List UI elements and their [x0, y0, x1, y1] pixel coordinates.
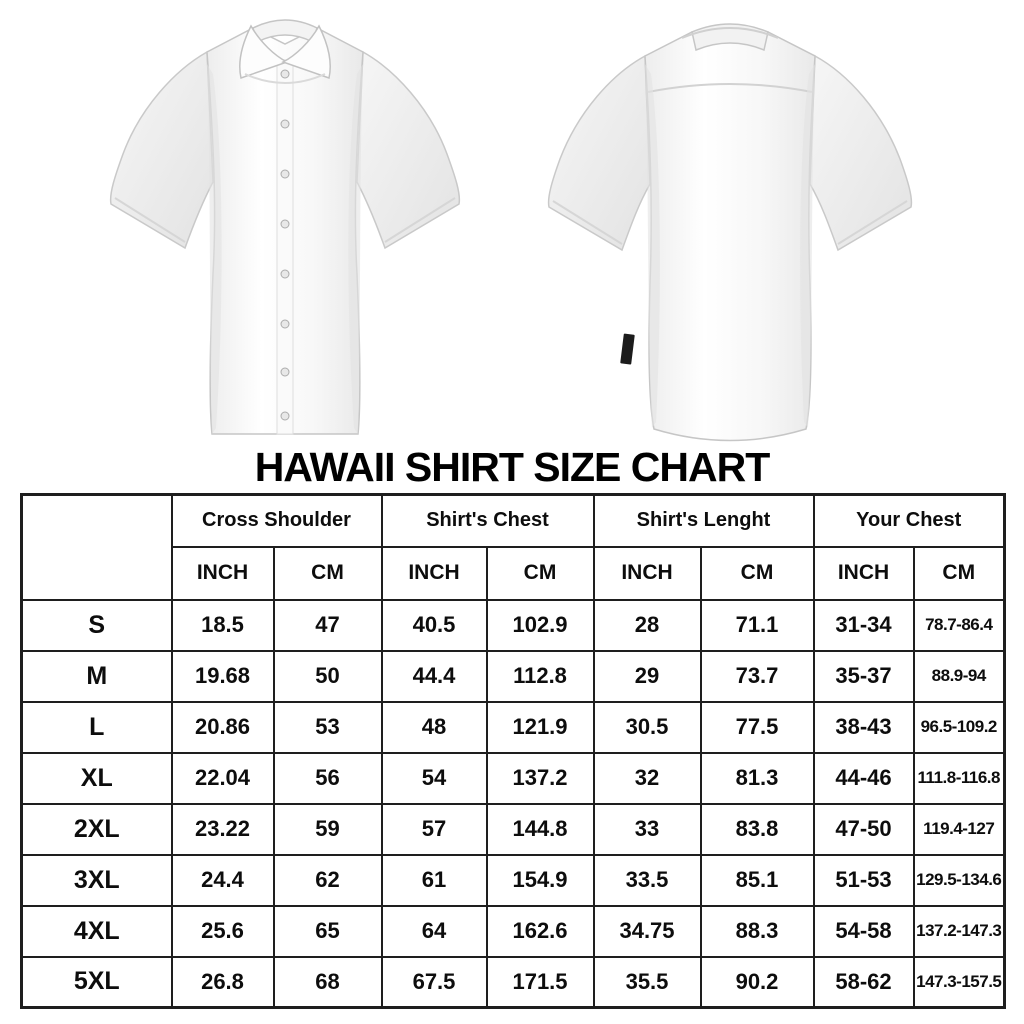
- cm-cell: 88.3: [701, 906, 814, 957]
- corner-cell: [22, 495, 172, 600]
- cm-cell: 56: [274, 753, 382, 804]
- size-cell: 2XL: [22, 804, 172, 855]
- shirt-front-placket: [277, 60, 293, 434]
- inch-cell: 34.75: [594, 906, 701, 957]
- table-row-3xl: [22, 855, 1005, 906]
- cm-range-cell: 96.5-109.2: [914, 702, 1005, 753]
- shirt-images-row: [0, 0, 1024, 445]
- inch-cell: 30.5: [594, 702, 701, 753]
- cm-cell: 81.3: [701, 753, 814, 804]
- inch-cell: 47-50: [814, 804, 914, 855]
- unit-header-cm: CM: [701, 547, 814, 600]
- inch-cell: 54: [382, 753, 487, 804]
- inch-cell: 26.8: [172, 957, 274, 1008]
- table-row-m: [22, 651, 1005, 702]
- size-cell: 3XL: [22, 855, 172, 906]
- cm-cell: 53: [274, 702, 382, 753]
- unit-header-inch: INCH: [382, 547, 487, 600]
- inch-cell: 18.5: [172, 600, 274, 651]
- inch-cell: 38-43: [814, 702, 914, 753]
- cm-cell: 112.8: [487, 651, 594, 702]
- shirt-back-image: [530, 4, 930, 444]
- table-row-s: [22, 600, 1005, 651]
- page-title: HAWAII SHIRT SIZE CHART: [254, 444, 770, 490]
- cm-range-cell: 119.4-127: [914, 804, 1005, 855]
- group-header-your-chest: Your Chest: [814, 495, 1005, 547]
- inch-cell: 51-53: [814, 855, 914, 906]
- inch-cell: 35.5: [594, 957, 701, 1008]
- unit-header-inch: INCH: [594, 547, 701, 600]
- inch-cell: 23.22: [172, 804, 274, 855]
- cm-range-cell: 78.7-86.4: [914, 600, 1005, 651]
- cm-cell: 50: [274, 651, 382, 702]
- inch-cell: 33: [594, 804, 701, 855]
- cm-cell: 59: [274, 804, 382, 855]
- cm-cell: 83.8: [701, 804, 814, 855]
- inch-cell: 29: [594, 651, 701, 702]
- cm-cell: 144.8: [487, 804, 594, 855]
- size-cell: 4XL: [22, 906, 172, 957]
- group-header-shirts-length: Shirt's Lenght: [594, 495, 814, 547]
- cm-range-cell: 111.8-116.8: [914, 753, 1005, 804]
- cm-cell: 77.5: [701, 702, 814, 753]
- inch-cell: 19.68: [172, 651, 274, 702]
- shirt-back-right-sleeve: [810, 56, 911, 250]
- inch-cell: 22.04: [172, 753, 274, 804]
- table-row-5xl: [22, 957, 1005, 1008]
- table-row-2xl: [22, 804, 1005, 855]
- inch-cell: 58-62: [814, 957, 914, 1008]
- shirt-front-right-sleeve: [357, 52, 459, 248]
- inch-cell: 20.86: [172, 702, 274, 753]
- inch-cell: 25.6: [172, 906, 274, 957]
- group-header-shirts-chest: Shirt's Chest: [382, 495, 594, 547]
- inch-cell: 64: [382, 906, 487, 957]
- size-cell: 5XL: [22, 957, 172, 1008]
- cm-range-cell: 129.5-134.6: [914, 855, 1005, 906]
- cm-cell: 47: [274, 600, 382, 651]
- inch-cell: 57: [382, 804, 487, 855]
- table-row-l: [22, 702, 1005, 753]
- inch-cell: 48: [382, 702, 487, 753]
- cm-cell: 62: [274, 855, 382, 906]
- cm-range-cell: 88.9-94: [914, 651, 1005, 702]
- inch-cell: 33.5: [594, 855, 701, 906]
- shirt-front-image: [95, 4, 475, 444]
- cm-cell: 121.9: [487, 702, 594, 753]
- unit-header-cm: CM: [914, 547, 1005, 600]
- cm-cell: 162.6: [487, 906, 594, 957]
- cm-cell: 71.1: [701, 600, 814, 651]
- inch-cell: 35-37: [814, 651, 914, 702]
- size-cell: L: [22, 702, 172, 753]
- cm-cell: 154.9: [487, 855, 594, 906]
- inch-cell: 40.5: [382, 600, 487, 651]
- inch-cell: 54-58: [814, 906, 914, 957]
- cm-cell: 65: [274, 906, 382, 957]
- cm-cell: 68: [274, 957, 382, 1008]
- size-cell: M: [22, 651, 172, 702]
- shirt-back-left-sleeve: [548, 56, 649, 250]
- size-cell: S: [22, 600, 172, 651]
- cm-cell: 137.2: [487, 753, 594, 804]
- unit-header-cm: CM: [274, 547, 382, 600]
- cm-cell: 90.2: [701, 957, 814, 1008]
- table-row-xl: [22, 753, 1005, 804]
- inch-cell: 31-34: [814, 600, 914, 651]
- size-chart-table: [20, 493, 1006, 1009]
- inch-cell: 28: [594, 600, 701, 651]
- group-header-cross-shoulder: Cross Shoulder: [172, 495, 382, 547]
- shirt-back-body: [645, 32, 815, 441]
- cm-cell: 85.1: [701, 855, 814, 906]
- inch-cell: 67.5: [382, 957, 487, 1008]
- unit-header-inch: INCH: [814, 547, 914, 600]
- cm-cell: 102.9: [487, 600, 594, 651]
- shirt-back-side-tag: [620, 334, 635, 365]
- cm-cell: 171.5: [487, 957, 594, 1008]
- cm-cell: 73.7: [701, 651, 814, 702]
- size-cell: XL: [22, 753, 172, 804]
- unit-header-inch: INCH: [172, 547, 274, 600]
- inch-cell: 44-46: [814, 753, 914, 804]
- inch-cell: 44.4: [382, 651, 487, 702]
- inch-cell: 61: [382, 855, 487, 906]
- cm-range-cell: 147.3-157.5: [914, 957, 1005, 1008]
- group-header-row: [22, 495, 1005, 547]
- shirt-front-left-sleeve: [110, 52, 212, 248]
- table-row-4xl: [22, 906, 1005, 957]
- inch-cell: 24.4: [172, 855, 274, 906]
- unit-header-cm: CM: [487, 547, 594, 600]
- inch-cell: 32: [594, 753, 701, 804]
- cm-range-cell: 137.2-147.3: [914, 906, 1005, 957]
